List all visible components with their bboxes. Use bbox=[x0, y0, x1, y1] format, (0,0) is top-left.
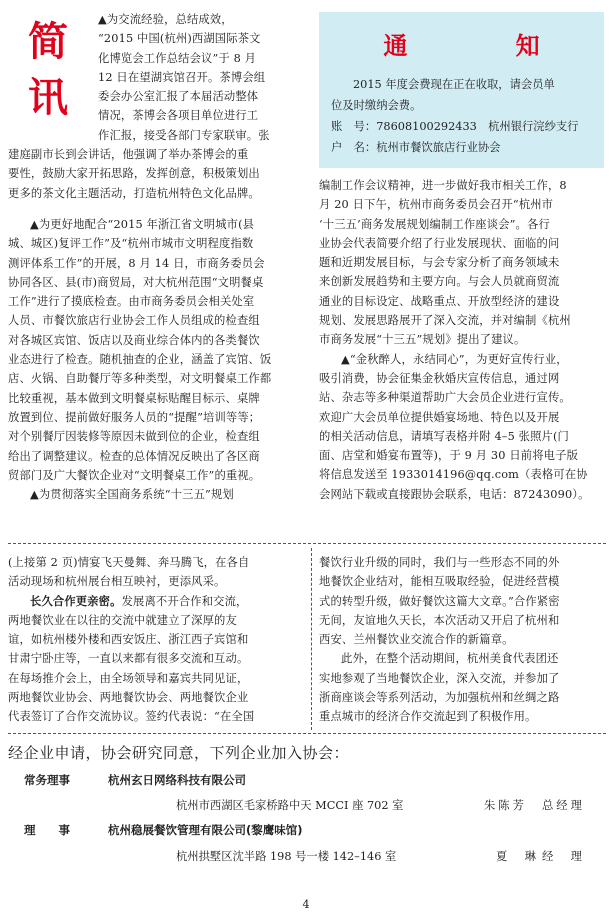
text-line: 建庭副市长到会讲话，他强调了举办茶博会的重 bbox=[8, 148, 249, 162]
text-line: 此外，在整个活动期间，杭州美食代表团还 bbox=[341, 652, 559, 666]
notice-line: 位及时缴纳会费。 bbox=[331, 99, 422, 112]
bold-lead: 长久合作更亲密。 bbox=[30, 593, 122, 608]
text-line: 地餐饮企业结对，能相互吸取经验，促进经营模 bbox=[319, 575, 560, 589]
text-line: 12 日在望湖宾馆召开。茶博会组 bbox=[98, 70, 266, 84]
column-divider bbox=[311, 548, 312, 730]
text-line: 来创新发展趋势和主要方向。与会人员就商贸流 bbox=[319, 275, 560, 289]
text-line: 比较重视，基本做到文明餐桌标贴醒目标示、桌牌 bbox=[8, 391, 260, 405]
member-address: 杭州拱墅区沈半路 198 号一楼 142–146 室 bbox=[176, 850, 397, 863]
member-role: 常务理事 bbox=[24, 773, 70, 787]
notice-body bbox=[331, 74, 597, 158]
text-line: 月 20 日下午，杭州市商务委员会召开“杭州市 bbox=[319, 198, 554, 212]
continued-article-left bbox=[8, 553, 304, 727]
text-line: “2015 中国(杭州)西湖国际茶文 bbox=[98, 32, 261, 46]
member-address: 杭州市西湖区毛家桥路中天 MCCI 座 702 室 bbox=[176, 799, 404, 812]
news-item-civilized-table bbox=[8, 215, 304, 504]
account-value: 78608100292433 杭州银行浣纱支行 bbox=[376, 120, 579, 133]
text-line: 重点城市的经济合作交流起到了积极作用。 bbox=[319, 710, 537, 724]
account-label: 账 号： bbox=[331, 120, 377, 133]
member-title: 总经理 bbox=[542, 799, 585, 812]
page-number: 4 bbox=[302, 898, 310, 911]
member-title: 经 理 bbox=[542, 850, 585, 863]
text-line: 会网站下载或直接跟协会联系，电话：87243090）。 bbox=[319, 487, 590, 501]
member-company: 杭州玄日网络科技有限公司 bbox=[108, 773, 246, 787]
text-line: 将信息发送至 1933014196@qq.com（表格可在协 bbox=[319, 468, 588, 482]
member-contact: 朱陈芳 bbox=[484, 799, 527, 812]
text-line: ▲为贯彻落实全国商务系统“十三五”规划 bbox=[30, 488, 234, 502]
text-line: 无间，友谊地久天长，本次活动又开启了杭州和 bbox=[319, 613, 560, 627]
text-line: 两地餐饮业协会、两地餐饮协会、两地餐饮企业 bbox=[8, 691, 249, 705]
text-line: 委会办公室汇报了本届活动整体 bbox=[98, 90, 259, 104]
text-line: ▲为交流经验，总结成效， bbox=[98, 13, 233, 26]
text-line: 的相关活动信息，请填写表格并附 4–5 张照片(门 bbox=[319, 429, 570, 443]
member-company: 杭州稳展餐饮管理有限公司(黎鹰味馆) bbox=[108, 823, 303, 837]
text-line: 协同各区、县(市)商贸局，对大杭州范围“文明餐桌 bbox=[8, 275, 264, 289]
member-contact: 夏 琳 bbox=[496, 850, 539, 863]
text-line: 给出了调整建议。检查的总体情况反映出了各区商 bbox=[8, 449, 260, 463]
section-divider bbox=[8, 733, 606, 734]
text-line: 人员、市餐饮旅店行业协会工作人员组成的检查组 bbox=[8, 314, 260, 328]
text-line: 更多的茶文化主题活动，打造杭州特色文化品牌。 bbox=[8, 186, 260, 200]
text-line: 市商务发展“十三五”规划》提出了建议。 bbox=[319, 333, 526, 347]
notice-box bbox=[319, 12, 604, 168]
notice-account bbox=[331, 116, 597, 137]
text-line: 谊，如杭州楼外楼和西安饭庄、浙江西子宾馆和 bbox=[8, 633, 249, 647]
text-line: 作汇报，接受各部门专家联审。张 bbox=[98, 128, 270, 142]
text-line: 甘肃宁卧庄等，一直以来都有很多交流和互动。 bbox=[8, 652, 249, 666]
badge-char-xun: 讯 bbox=[28, 75, 68, 121]
text-line: 活动现场和杭州展台相互映衬，更添风采。 bbox=[8, 575, 226, 589]
text-line: 站、杂志等多种渠道帮助广大会员企业进行宣传。 bbox=[319, 391, 571, 405]
text-line: ▲为更好地配合“2015 年浙江省文明城市(县 bbox=[30, 218, 255, 231]
text-line: 欢迎广大会员单位提供婚宴场地、特色以及开展 bbox=[319, 410, 560, 424]
name-value: 杭州市餐饮旅店行业协会 bbox=[376, 141, 501, 154]
text-line: 两地餐饮业在以往的交流中就建立了深厚的友 bbox=[8, 613, 237, 627]
text-line: 测评体系工作”的开展，8 月 14 日，市商务委员会 bbox=[8, 256, 265, 270]
name-label: 户 名： bbox=[331, 141, 377, 154]
news-item-13th-five-year bbox=[319, 176, 606, 504]
text-line: 贸部门及广大餐饮企业对“文明餐桌工作”的重视。 bbox=[8, 468, 261, 482]
text-line: 规划、发展思路展开了深入交流，并对编制《杭州 bbox=[319, 314, 571, 328]
text-line: 吸引消费，协会征集金秋婚庆宣传信息，通过网 bbox=[319, 371, 560, 385]
notice-line: 2015 年度会费现在正在收取，请会员单 bbox=[353, 78, 555, 91]
text-line: 业态进行了检查。随机抽查的企业，涵盖了宾馆、饭 bbox=[8, 353, 272, 367]
text-line: 情况，茶博会各项目单位进行工 bbox=[98, 109, 259, 123]
badge-char-jian: 简 bbox=[28, 19, 68, 65]
text-line: 业协会代表简要介绍了行业发展现状、面临的问 bbox=[319, 236, 560, 250]
text-line: 工作”进行了摸底检查。由市商务委员会相关处室 bbox=[8, 295, 255, 309]
text-line: 代表签订了合作交流协议。签约代表说：“在全国 bbox=[8, 710, 255, 724]
text-line: 西安、兰州餐饮业交流合作的新篇章。 bbox=[319, 633, 514, 647]
text-line: 式的转型升级，做好餐饮这篇大文章。”合作紧密 bbox=[319, 594, 560, 608]
text-line: 店、火锅、自助餐厅等多种类型，对文明餐桌工作都 bbox=[8, 372, 272, 386]
member-role: 理 事 bbox=[24, 823, 70, 837]
text-line: 面、店堂和婚宴布置等)，于 9 月 30 日前将电子版 bbox=[319, 449, 579, 463]
text-line: (上接第 2 页)情宴飞天曼舞、奔马腾飞，在各自 bbox=[8, 556, 250, 569]
text-line: 编制工作会议精神，进一步做好我市相关工作，8 bbox=[319, 179, 567, 192]
text-line: 城、城区)复评工作”及“杭州市城市文明程度指数 bbox=[8, 237, 254, 251]
news-item-tea-expo bbox=[8, 10, 304, 203]
continued-article-right bbox=[319, 553, 606, 727]
text-line: 放置到位、提前做好服务人员的“提醒”培训等等； bbox=[8, 410, 261, 424]
text-line: 要性，鼓励大家开拓思路，发挥创意，积极策划出 bbox=[8, 167, 260, 181]
join-heading: 经企业申请，协会研究同意，下列企业加入协会： bbox=[8, 744, 350, 762]
text-line: 通业的目标设定、战略重点、开放型经济的建设 bbox=[319, 294, 560, 308]
text-line: 对个别餐厅因装修等原因未做到位的企业，检查组 bbox=[8, 430, 260, 444]
notice-title: 通 知 bbox=[383, 32, 590, 60]
text-line: 在每场推介会上，由全场领导和嘉宾共同见证， bbox=[8, 671, 249, 685]
text-line: 餐饮行业升级的同时，我们与一些形态不同的外 bbox=[319, 556, 560, 569]
text-line: ‘十三五’商务发展规划编制工作座谈会”。各行 bbox=[319, 217, 550, 231]
text-line: 化博览会工作总结会议”于 8 月 bbox=[98, 51, 257, 65]
notice-account-name bbox=[331, 137, 597, 158]
text-line: 实地参观了当地餐饮企业，深入交流，并参加了 bbox=[319, 671, 560, 685]
text-line: 浙商座谈会等系列活动，为加强杭州和丝绸之路 bbox=[319, 691, 560, 705]
text-line: 对各城区宾馆、饭店以及商业综合体内的各类餐饮 bbox=[8, 333, 260, 347]
text-line: 题和近期发展目标，与会专家分析了商务领域未 bbox=[319, 256, 560, 270]
section-divider bbox=[8, 543, 606, 544]
text-line: ▲“金秋醉人，永结同心”，为更好宣传行业， bbox=[341, 352, 568, 366]
text-line: 长久合作更亲密。发展离不开合作和交流， bbox=[30, 593, 248, 608]
